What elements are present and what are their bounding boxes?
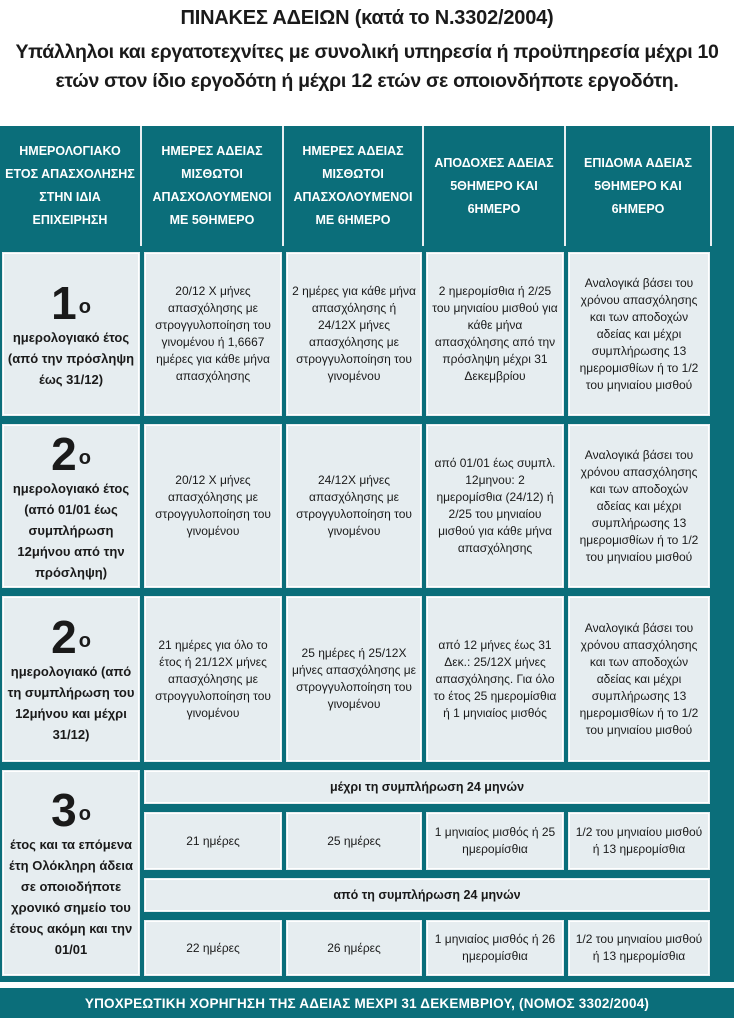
row-3-days-6day: 25 ημέρες ή 25/12Χ μήνες απασχόλησης με στρογγυλοποίηση του γινομένου (284, 594, 424, 764)
row-2-allowance: Αναλογικά βάσει του χρόνου απασχόλησης και των αποδοχών αδείας και μέχρι συμπλήρωσης 13 ημερομισθίων ή το 1/2 του μηνιαίου μισθού (566, 422, 712, 590)
row-3-days-5day: 21 ημέρες για όλο το έτος ή 21/12Χ μήνες απασχόλησης με στρογγυλοποίηση του γινομένου (142, 594, 284, 764)
row-4-label: έτος και τα επόμενα έτη Ολόκληρη άδεια σε οποιοδήποτε χρονικό σημείο του έτους ακόμη και την 01/01 (8, 837, 133, 957)
row-4a-allowance: 1/2 του μηνιαίου μισθού ή 13 ημερομίσθια (566, 810, 712, 872)
row-1-label: ημερολογιακό έτος (από την πρόσληψη έως 31/12) (7, 329, 135, 387)
row-2-pay: από 01/01 έως συμπλ. 12μηνου: 2 ημερομίσθια (24/12) ή 2/25 του μηνιαίου μισθού για κάθε μήνα απασχόλησης (424, 422, 566, 590)
row-3-label: ημερολογιακό (από τη συμπλήρωση του 12μήνου και μέχρι 31/12) (7, 664, 135, 742)
row-4b-pay: 1 μηνιαίος μισθός ή 26 ημερομίσθια (424, 918, 566, 978)
header-year: ΗΜΕΡΟΛΟΓΙΑΚΟ ΕΤΟΣ ΑΠΑΣΧΟΛΗΣΗΣ ΣΤΗΝ ΙΔΙΑ ΕΠΙΧΕΙΡΗΣΗ (0, 126, 142, 246)
row-4b-allowance: 1/2 του μηνιαίου μισθού ή 13 ημερομίσθια (566, 918, 712, 978)
row-2-header (0, 422, 142, 590)
row-4a-days-5day: 21 ημέρες (142, 810, 284, 872)
header-pay: ΑΠΟΔΟΧΕΣ ΑΔΕΙΑΣ 5ΘΗΜΕΡΟ ΚΑΙ 6ΗΜΕΡΟ (424, 126, 566, 246)
row-4b-days-5day: 22 ημέρες (142, 918, 284, 978)
row-2-days-6day: 24/12Χ μήνες απασχόλησης με στρογγυλοποίηση του γινομένου (284, 422, 424, 590)
band-until-24-months: μέχρι τη συμπλήρωση 24 μηνών (142, 768, 712, 806)
row-4-header (0, 768, 142, 978)
footer-note: ΥΠΟΧΡΕΩΤΙΚΗ ΧΟΡΗΓΗΣΗ ΤΗΣ ΑΔΕΙΑΣ ΜΕΧΡΙ 31 ΔΕΚΕΜΒΡΙΟΥ, (ΝΟΜΟΣ 3302/2004) (0, 988, 734, 1018)
row-2-label: ημερολογιακό έτος (από 01/01 έως συμπλήρωση 12μήνου από την πρόσληψη) (12, 480, 130, 580)
row-1-days-5day: 20/12 Χ μήνες απασχόλησης με στρογγυλοποίηση του γινομένου ή 1,6667 ημέρες για κάθε μήνα απασχόλησης (142, 250, 284, 418)
row-4-ordinal: 3 $^o$ (51, 784, 91, 836)
row-3-pay: από 12 μήνες έως 31 Δεκ.: 25/12Χ μήνες απασχόλησης. Για όλο το έτος 25 ημερομίσθια ή 1 μηνιαίος μισθός (424, 594, 566, 764)
header-days-6day: ΗΜΕΡΕΣ ΑΔΕΙΑΣ ΜΙΣΘΩΤΟΙ ΑΠΑΣΧΟΛΟΥΜΕΝΟΙ ΜΕ 6ΗΜΕΡΟ (284, 126, 424, 246)
row-2-days-5day: 20/12 Χ μήνες απασχόλησης με στρογγυλοποίηση του γινομένου (142, 422, 284, 590)
row-3-ordinal: 2 $^o$ (51, 611, 91, 663)
row-1-allowance: Αναλογικά βάσει του χρόνου απασχόλησης και των αποδοχών αδείας και μέχρι συμπλήρωσης 13 ημερομισθίων ή το 1/2 του μηνιαίου μισθού (566, 250, 712, 418)
leave-table (0, 126, 734, 982)
row-4a-pay: 1 μηνιαίος μισθός ή 25 ημερομίσθια (424, 810, 566, 872)
page-subtitle: Υπάλληλοι και εργατοτεχνίτες με συνολική υπηρεσία ή προϋπηρεσία μέχρι 10 ετών στον ίδιο εργοδότη ή μέχρι 12 ετών σε οποιονδήποτε εργοδότη. (15, 41, 719, 92)
header-days-5day: ΗΜΕΡΕΣ ΑΔΕΙΑΣ ΜΙΣΘΩΤΟΙ ΑΠΑΣΧΟΛΟΥΜΕΝΟΙ ΜΕ 5ΘΗΜΕΡΟ (142, 126, 284, 246)
row-1-header (0, 250, 142, 418)
row-4b-days-6day: 26 ημέρες (284, 918, 424, 978)
row-3-header (0, 594, 142, 764)
row-3-allowance: Αναλογικά βάσει του χρόνου απασχόλησης και των αποδοχών αδείας και μέχρι συμπλήρωσης 13 ημερομισθίων ή το 1/2 του μηνιαίου μισθού (566, 594, 712, 764)
row-2-ordinal: 2 $^o$ (51, 427, 91, 480)
header-allowance: ΕΠΙΔΟΜΑ ΑΔΕΙΑΣ 5ΘΗΜΕΡΟ ΚΑΙ 6ΗΜΕΡΟ (566, 126, 712, 246)
page-title: ΠΙΝΑΚΕΣ ΑΔΕΙΩΝ (κατά το Ν.3302/2004) (180, 7, 554, 29)
band-from-24-months: από τη συμπλήρωση 24 μηνών (142, 876, 712, 914)
row-4a-days-6day: 25 ημέρες (284, 810, 424, 872)
row-1-ordinal: 1 $^o$ (51, 276, 91, 329)
row-1-days-6day: 2 ημέρες για κάθε μήνα απασχόλησης ή 24/12Χ μήνες απασχόλησης με στρογγυλοποίηση του γινομένου (284, 250, 424, 418)
row-1-pay: 2 ημερομίσθια ή 2/25 του μηνιαίου μισθού για κάθε μήνα απασχόλησης από την πρόσληψη μέχρι 31 Δεκεμβρίου (424, 250, 566, 418)
